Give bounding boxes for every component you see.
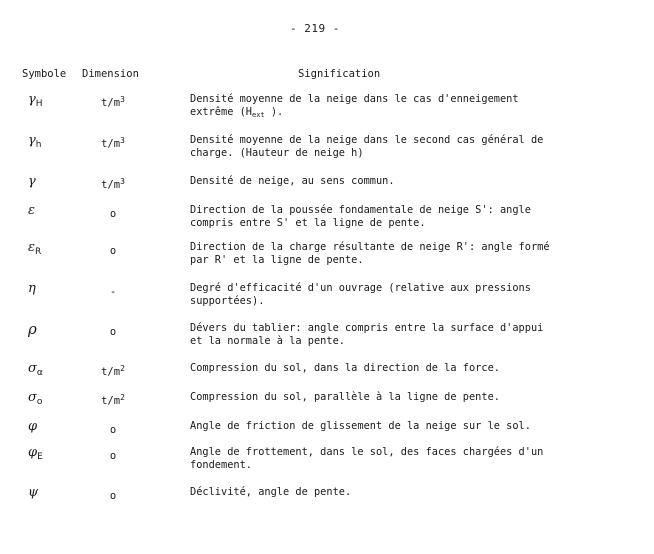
- header-signification: Signification: [298, 68, 381, 80]
- symbol: $\sigma_\alpha$: [28, 361, 43, 378]
- signification: Compression du sol, dans la direction de la force.: [190, 362, 500, 374]
- symbol: γ: [28, 174, 36, 189]
- symbol: $\gamma_h$: [28, 133, 42, 150]
- dimension: o: [109, 326, 117, 338]
- signification: Densité de neige, au sens commun.: [190, 175, 395, 187]
- dimension: $t/m^2$: [101, 364, 125, 378]
- symbol: η: [28, 281, 36, 296]
- signification: Densité moyenne de la neige dans le cas d'enneigement extrême ($H_{ext}$ ).: [190, 93, 519, 119]
- signification: Angle de frottement, dans le sol, des faces chargées d'un fondement.: [190, 446, 544, 471]
- dimension: o: [109, 208, 117, 220]
- symbol: ρ: [28, 320, 37, 338]
- dimension: -: [109, 286, 117, 298]
- dimension: $t/m^2$: [101, 393, 125, 407]
- symbol: $\gamma_H$: [28, 92, 43, 109]
- signification: Déclivité, angle de pente.: [190, 486, 352, 498]
- symbol: $\varepsilon_R$: [28, 240, 42, 257]
- signification: Direction de la charge résultante de neige R': angle formé par R' et la ligne de pente.: [190, 241, 550, 266]
- dimension: o: [109, 450, 117, 462]
- symbol: φ: [28, 419, 38, 434]
- signification: Dévers du tablier: angle compris entre la surface d'appui et la normale à la pente.: [190, 322, 544, 347]
- symbol: ψ: [28, 485, 39, 500]
- dimension: o: [109, 424, 117, 436]
- dimension: $t/m^3$: [101, 177, 125, 191]
- symbol: $\sigma_o$: [28, 390, 43, 407]
- page-number: - 219 -: [290, 22, 340, 35]
- symbol: $\varphi_E$: [28, 445, 43, 462]
- header-dimension: Dimension: [82, 68, 139, 80]
- dimension: $t/m^3$: [101, 136, 125, 150]
- signification: Degré d'efficacité d'un ouvrage (relative aux pressions supportées).: [190, 282, 531, 307]
- dimension: $t/m^3$: [101, 95, 125, 109]
- header-symbol: Symbole: [22, 68, 67, 80]
- signification: Direction de la poussée fondamentale de neige S': angle compris entre S' et la ligne de pente.: [190, 204, 531, 229]
- dimension: o: [109, 490, 117, 502]
- symbol: ε: [28, 203, 35, 218]
- signification: Compression du sol, parallèle à la ligne de pente.: [190, 391, 500, 403]
- dimension: o: [109, 245, 117, 257]
- signification: Densité moyenne de la neige dans le second cas général de charge. (Hauteur de neige h): [190, 134, 544, 159]
- signification: Angle de friction de glissement de la neige sur le sol.: [190, 420, 531, 432]
